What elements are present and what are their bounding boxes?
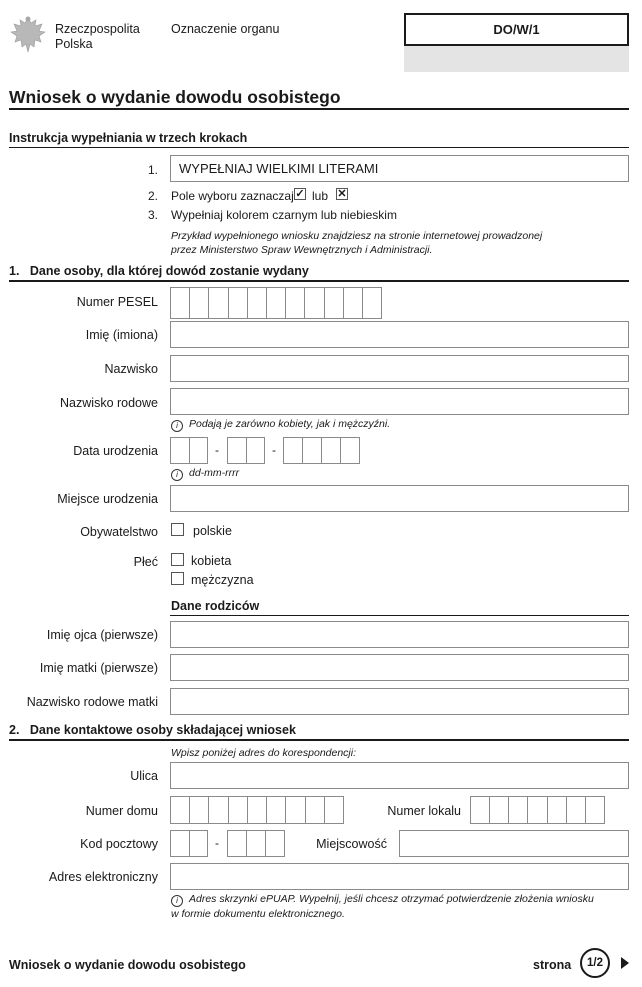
mother-name-label: Imię matki (pierwsze) <box>39 661 158 675</box>
title-rule <box>9 108 629 110</box>
info-icon: i <box>171 895 183 907</box>
checkmark-example-icon <box>294 188 306 200</box>
parents-rule <box>170 615 629 616</box>
house-number-label: Numer domu <box>85 804 158 818</box>
sex-male-checkbox[interactable] <box>171 572 184 585</box>
email-hint-line2: w formie dokumentu elektronicznego. <box>171 908 345 920</box>
mother-name-input[interactable] <box>170 654 629 681</box>
father-name-input[interactable] <box>170 621 629 648</box>
page-title: Wniosek o wydanie dowodu osobistego <box>9 87 341 107</box>
footer-title: Wniosek o wydanie dowodu osobistego <box>9 958 246 972</box>
citizenship-polish-checkbox[interactable] <box>171 523 184 536</box>
step1-number: 1. <box>148 163 159 177</box>
first-name-input[interactable] <box>170 321 629 348</box>
check-glyph: ✓ <box>295 188 305 200</box>
house-number-input[interactable] <box>170 796 344 824</box>
sex-female-label: kobieta <box>191 554 232 568</box>
birth-day-input[interactable] <box>170 437 208 464</box>
pesel-input[interactable] <box>170 287 382 319</box>
street-label: Ulica <box>130 769 158 783</box>
mother-family-name-label: Nazwisko rodowe matki <box>26 695 158 709</box>
instructions-rule <box>9 147 629 148</box>
cross-example-icon <box>336 188 348 200</box>
surname-label: Nazwisko <box>104 362 158 376</box>
surname-input[interactable] <box>170 355 629 382</box>
flat-number-label: Numer lokalu <box>387 804 461 818</box>
next-page-arrow-icon[interactable] <box>620 956 630 970</box>
email-hint-line1 <box>171 893 594 907</box>
section1-rule <box>9 280 629 282</box>
organ-label: Oznaczenie organu <box>171 22 280 36</box>
sex-male-label: mężczyzna <box>191 573 254 587</box>
family-name-label: Nazwisko rodowe <box>60 396 158 410</box>
info-icon: i <box>171 469 183 481</box>
father-name-label: Imię ojca (pierwsze) <box>46 628 158 642</box>
example-note-line2: przez Ministerstwo Spraw Wewnętrznych i Administracji. <box>171 244 433 256</box>
example-note-line1: Przykład wypełnionego wniosku znajdziesz na stronie internetowej prowadzonej <box>171 230 543 242</box>
birth-date-hint <box>171 467 239 481</box>
street-input[interactable] <box>170 762 629 789</box>
form-code: DO/W/1 <box>493 22 540 37</box>
pesel-label: Numer PESEL <box>76 295 158 309</box>
mother-family-name-input[interactable] <box>170 688 629 715</box>
sex-female-checkbox[interactable] <box>171 553 184 566</box>
step3-text: Wypełniaj kolorem czarnym lub niebieskim <box>171 208 397 222</box>
birth-place-input[interactable] <box>170 485 629 512</box>
city-label: Miejscowość <box>316 837 387 851</box>
date-separator-2: - <box>272 443 276 457</box>
eagle-emblem-icon <box>8 14 48 58</box>
city-input[interactable] <box>399 830 629 857</box>
form-code-box <box>404 13 629 46</box>
section2-rule <box>9 739 629 741</box>
date-separator-1: - <box>215 443 219 457</box>
birth-date-label: Data urodzenia <box>73 444 158 458</box>
country-name-line1: Rzeczpospolita <box>55 22 140 36</box>
family-name-hint-text: Podają je zarówno kobiety, jak i mężczyźni. <box>189 418 391 430</box>
sex-label: Płeć <box>133 555 158 569</box>
page-number-badge <box>580 948 610 978</box>
birth-year-input[interactable] <box>283 437 360 464</box>
step2-text: Pole wyboru zaznaczaj <box>171 189 294 203</box>
cross-glyph: ✕ <box>337 188 347 200</box>
section2-heading: 2. Dane kontaktowe osoby składającej wniosek <box>9 723 296 737</box>
address-hint: Wpisz poniżej adres do korespondencji: <box>171 747 357 759</box>
page-label: strona <box>533 958 572 972</box>
family-name-hint <box>171 418 390 432</box>
email-input[interactable] <box>170 863 629 890</box>
step2-number: 2. <box>148 189 159 203</box>
section1-heading: 1. Dane osoby, dla której dowód zostanie wydany <box>9 264 309 278</box>
flat-number-input[interactable] <box>470 796 605 824</box>
citizenship-label: Obywatelstwo <box>80 525 158 539</box>
postal-code-part2-input[interactable] <box>227 830 285 857</box>
email-label: Adres elektroniczny <box>48 870 158 884</box>
step1-example-box <box>170 155 629 182</box>
country-name-line2: Polska <box>55 37 93 51</box>
step2-or: lub <box>312 189 329 203</box>
postal-code-part1-input[interactable] <box>170 830 208 857</box>
postal-separator: - <box>215 836 219 850</box>
postal-code-label: Kod pocztowy <box>80 837 158 851</box>
birth-date-hint-text: dd-mm-rrrr <box>189 467 240 479</box>
step3-number: 3. <box>148 208 159 222</box>
citizenship-polish-label: polskie <box>193 524 232 538</box>
birth-place-label: Miejsce urodzenia <box>57 492 158 506</box>
info-icon: i <box>171 420 183 432</box>
first-name-label: Imię (imiona) <box>85 328 158 342</box>
step1-text: WYPEŁNIAJ WIELKIMI LITERAMI <box>179 161 379 176</box>
birth-month-input[interactable] <box>227 437 265 464</box>
instructions-heading: Instrukcja wypełniania w trzech krokach <box>9 131 248 145</box>
family-name-input[interactable] <box>170 388 629 415</box>
email-hint-text1: Adres skrzynki ePUAP. Wypełnij, jeśli chcesz otrzymać potwierdzenie złożenia wniosku <box>189 893 594 905</box>
page-number: 1/2 <box>587 957 603 969</box>
parents-heading: Dane rodziców <box>171 599 260 613</box>
